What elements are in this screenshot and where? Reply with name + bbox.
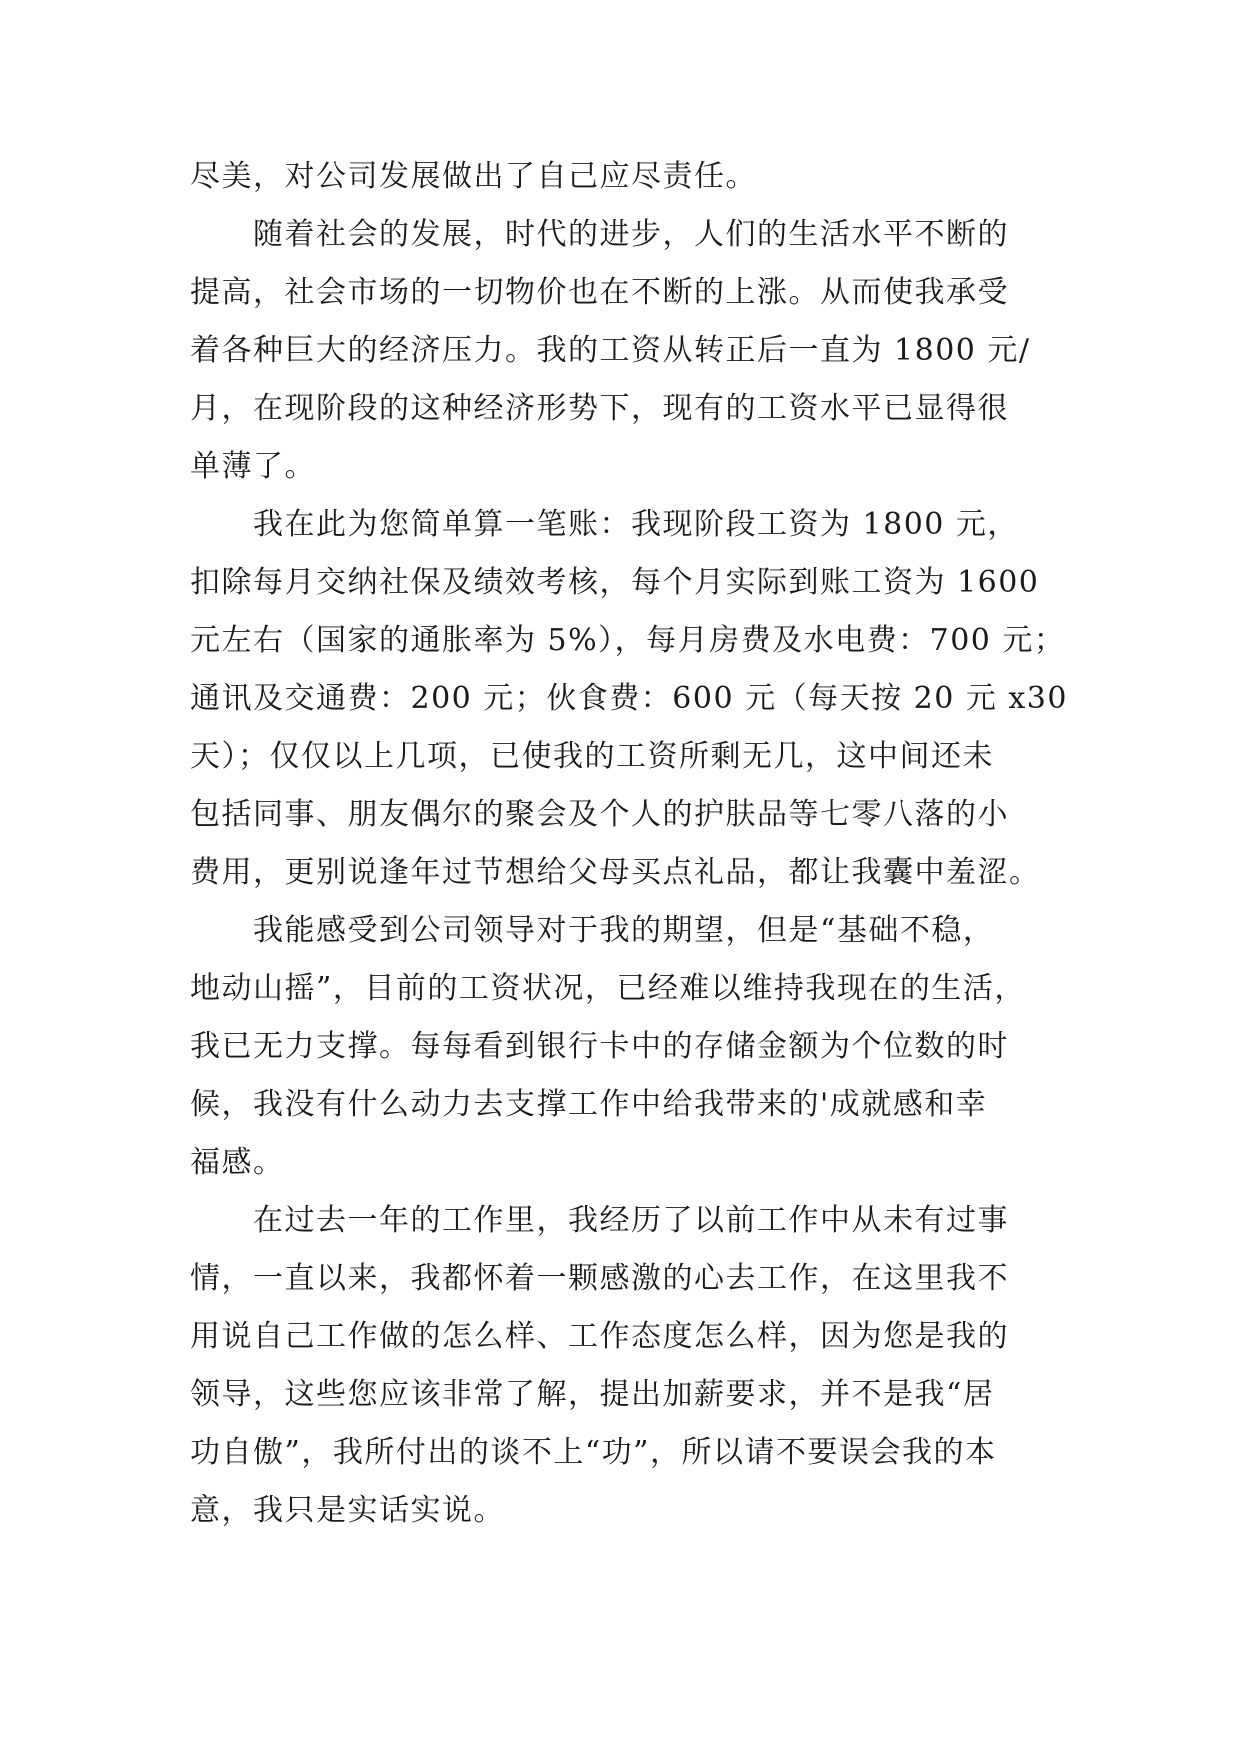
text-line: 随着社会的发展，时代的进步，人们的生活水平不断的	[190, 217, 1009, 252]
paragraph-3	[190, 496, 1070, 902]
text-line: 我已无力支撑。每每看到银行卡中的存储金额为个位数的时	[190, 1029, 1009, 1064]
text-line: 功自傲”，我所付出的谈不上“功”，所以请不要误会我的本	[190, 1435, 997, 1470]
text-line: 我能感受到公司领导对于我的期望，但是“基础不稳，	[190, 913, 995, 948]
text-line: 福感。	[190, 1145, 285, 1180]
paragraph-5	[190, 1192, 1070, 1540]
text-line: 用说自己工作做的怎么样、工作态度怎么样，因为您是我的	[190, 1319, 1009, 1354]
paragraph-2	[190, 206, 1070, 496]
text-line: 扣除每月交纳社保及绩效考核，每个月实际到账工资为 1600	[190, 565, 1040, 600]
text-line: 通讯及交通费：200 元；伙食费：600 元（每天按 20 元 x30	[190, 681, 1068, 716]
text-line: 在过去一年的工作里，我经历了以前工作中从未有过事	[190, 1203, 1009, 1238]
text-line: 包括同事、朋友偶尔的聚会及个人的护肤品等七零八落的小	[190, 797, 1009, 832]
document-body	[190, 148, 1070, 1540]
text-line: 着各种巨大的经济压力。我的工资从转正后一直为 1800 元/	[190, 333, 1031, 368]
text-line: 元左右（国家的通胀率为 5%），每月房费及水电费：700 元；	[190, 623, 1066, 658]
text-line: 单薄了。	[190, 449, 316, 484]
text-line: 领导，这些您应该非常了解，提出加薪要求，并不是我“居	[190, 1377, 995, 1412]
text-line: 情，一直以来，我都怀着一颗感激的心去工作，在这里我不	[190, 1261, 1009, 1296]
text-line: 尽美，对公司发展做出了自己应尽责任。	[190, 159, 757, 194]
text-line: 我在此为您简单算一笔账：我现阶段工资为 1800 元，	[190, 507, 1019, 542]
text-line: 意，我只是实话实说。	[190, 1493, 505, 1528]
text-line: 月，在现阶段的这种经济形势下，现有的工资水平已显得很	[190, 391, 1009, 426]
text-line: 天）；仅仅以上几项，已使我的工资所剩无几，这中间还未	[190, 739, 994, 774]
paragraph-4	[190, 902, 1070, 1192]
text-line: 费用，更别说逢年过节想给父母买点礼品，都让我囊中羞涩。	[190, 855, 1041, 890]
text-line: 候，我没有什么动力去支撑工作中给我带来的'成就感和幸	[190, 1087, 988, 1122]
text-line: 提高，社会市场的一切物价也在不断的上涨。从而使我承受	[190, 275, 1009, 310]
paragraph-1	[190, 148, 1070, 206]
text-line: 地动山摇”，目前的工资状况，已经难以维持我现在的生活，	[190, 971, 1026, 1006]
